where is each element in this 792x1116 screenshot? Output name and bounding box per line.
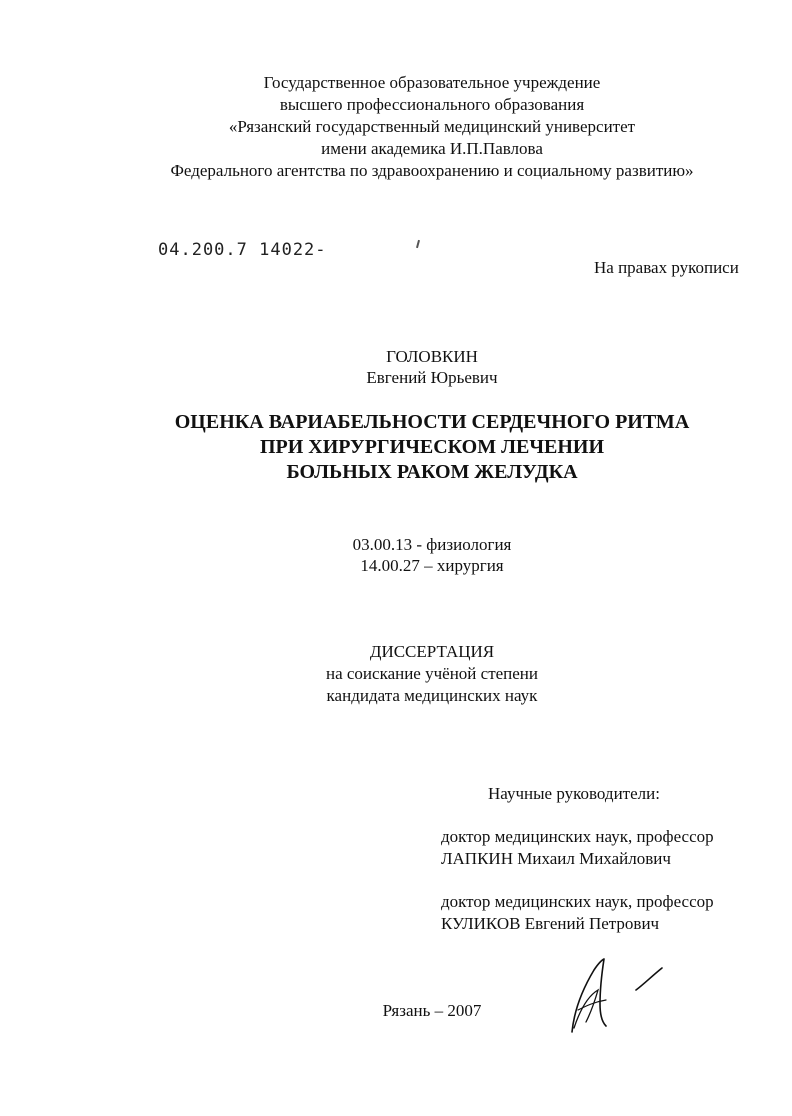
dissertation-heading: ДИССЕРТАЦИЯ bbox=[369, 642, 495, 661]
supervisors-heading: Научные руководители: bbox=[488, 784, 660, 803]
institution-line-2: высшего профессионального образования bbox=[279, 95, 585, 114]
thesis-title-line-3: БОЛЬНЫХ РАКОМ ЖЕЛУДКА bbox=[286, 461, 578, 483]
handwritten-signature bbox=[560, 950, 680, 1040]
institution-line-4: имени академика И.П.Павлова bbox=[321, 139, 543, 158]
thesis-title-line-1: ОЦЕНКА ВАРИАБЕЛЬНОСТИ СЕРДЕЧНОГО РИТМА bbox=[174, 411, 690, 433]
rights-note: На правах рукописи bbox=[594, 258, 739, 277]
thesis-title-line-2: ПРИ ХИРУРГИЧЕСКОМ ЛЕЧЕНИИ bbox=[259, 436, 605, 458]
institution-line-5: Федерального агентства по здравоохранению и социальному развитию» bbox=[170, 161, 694, 180]
supervisor-1-name: ЛАПКИН Михаил Михайлович bbox=[441, 849, 671, 868]
author-surname: ГОЛОВКИН bbox=[386, 347, 478, 366]
stamp-mark bbox=[416, 240, 420, 248]
supervisor-1-degree: доктор медицинских наук, профессор bbox=[441, 827, 714, 846]
dissertation-line-3: кандидата медицинских наук bbox=[326, 686, 538, 705]
institution-line-1: Государственное образовательное учреждение bbox=[263, 73, 601, 92]
supervisor-2-degree: доктор медицинских наук, профессор bbox=[441, 892, 714, 911]
dissertation-line-2: на соискание учёной степени bbox=[325, 664, 539, 683]
supervisor-2-name: КУЛИКОВ Евгений Петрович bbox=[441, 914, 660, 933]
author-name: Евгений Юрьевич bbox=[366, 368, 498, 387]
specialty-line-1: 03.00.13 - физиология bbox=[352, 535, 512, 554]
institution-line-3: «Рязанский государственный медицинский университет bbox=[228, 117, 636, 136]
specialty-line-2: 14.00.27 – хирургия bbox=[360, 556, 504, 575]
place-year: Рязань – 2007 bbox=[382, 1001, 482, 1020]
library-stamp-code: 04.200.7 14022- bbox=[158, 240, 327, 260]
